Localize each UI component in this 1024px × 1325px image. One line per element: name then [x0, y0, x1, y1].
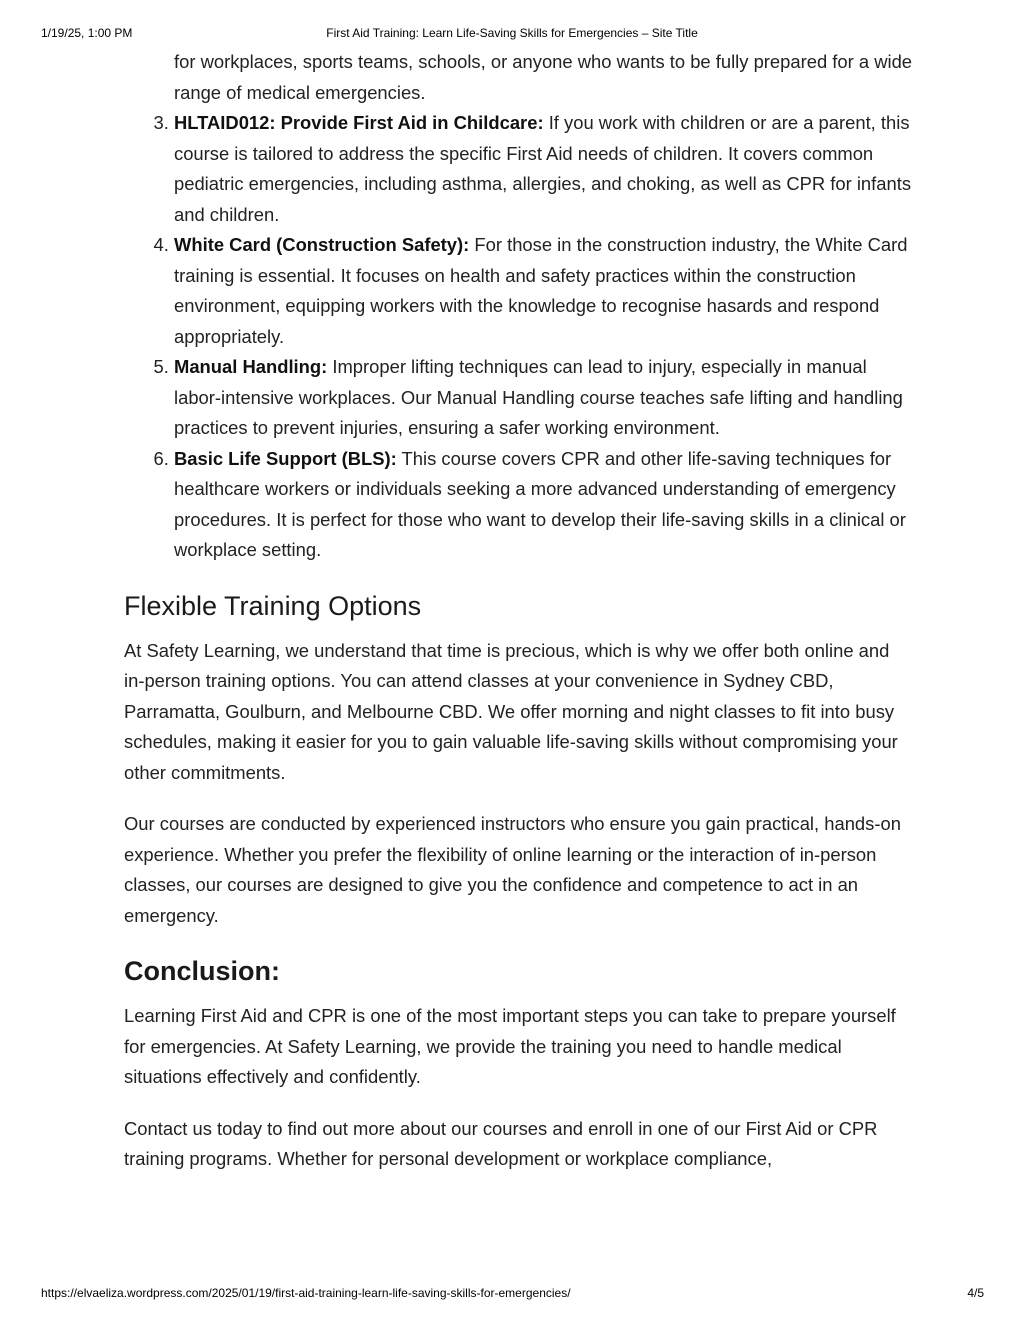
section-heading-conclusion: Conclusion: [124, 956, 280, 986]
list-item-continued [174, 47, 914, 108]
list-item-title: White Card (Construction Safety): [174, 234, 470, 255]
list-item-text: If you work with children or are a parent, this course is tailored to address the specific First Aid needs of children. It covers common pediatric emergencies, including asthma, allergies, and choking, as well as CPR for infants and children. [174, 112, 912, 225]
print-date: 1/19/25, 1:00 PM [41, 26, 133, 40]
paragraph: Learning First Aid and CPR is one of the most important steps you can take to prepare yourself for emergencies. At Safety Learning, we provide the training you need to handle medical situations effectively and confidently. [124, 1005, 896, 1087]
print-url: https://elvaeliza.wordpress.com/2025/01/19/first-aid-training-learn-life-saving-skills-for-emergencies/ [41, 1286, 571, 1300]
paragraph: Our courses are conducted by experienced instructors who ensure you gain practical, hands-on experience. Whether you prefer the flexibility of online learning or the interaction of in-person classes, our courses are designed to give you the confidence and competence to act in an emergency. [124, 813, 901, 926]
print-page-title: First Aid Training: Learn Life-Saving Skills for Emergencies – Site Title [326, 26, 698, 40]
page-number: 4/5 [967, 1286, 984, 1300]
course-list [124, 47, 914, 566]
paragraph: At Safety Learning, we understand that time is precious, which is why we offer both online and in-person training options. You can attend classes at your convenience in Sydney CBD, Parramatta, Goulburn, and Melbourne CBD. We offer morning and night classes to fit into busy schedules, making it easier for you to gain valuable life-saving skills without compromising your other commitments. [124, 639, 898, 783]
list-item-text: This course covers CPR and other life-saving techniques for healthcare workers or individuals seeking a more advanced understanding of emergency procedures. It is perfect for those who want to develop their life-saving skills in a clinical or workplace setting. [174, 447, 906, 560]
list-item [174, 352, 914, 444]
list-item [174, 108, 914, 230]
section-heading-flexible: Flexible Training Options [124, 590, 422, 621]
paragraph: Contact us today to find out more about our courses and enroll in one of our First Aid or CPR training programs. Whether for personal development or workplace compliance, [124, 1117, 878, 1169]
article-content [124, 47, 914, 1175]
list-item [174, 444, 914, 566]
list-item [174, 230, 914, 352]
print-footer [0, 1286, 1024, 1302]
list-item-title: HLTAID012: Provide First Aid in Childcare: [174, 112, 544, 133]
list-item-title: Manual Handling: [174, 356, 328, 377]
list-item-text: for workplaces, sports teams, schools, or anyone who wants to be fully prepared for a wide range of medical emergencies. [174, 51, 913, 103]
list-item-text: For those in the construction industry, the White Card training is essential. It focuses on health and safety practices within the construction environment, equipping workers with the knowledge to recognise hasards and respond appropriately. [174, 234, 908, 347]
list-item-title: Basic Life Support (BLS): [174, 447, 397, 469]
list-item-text: Improper lifting techniques can lead to injury, especially in manual labor-intensive workplaces. Our Manual Handling course teaches safe lifting and handling practices to prevent injuries, ensuring a safer working environment. [174, 356, 903, 438]
print-header [0, 26, 1024, 42]
